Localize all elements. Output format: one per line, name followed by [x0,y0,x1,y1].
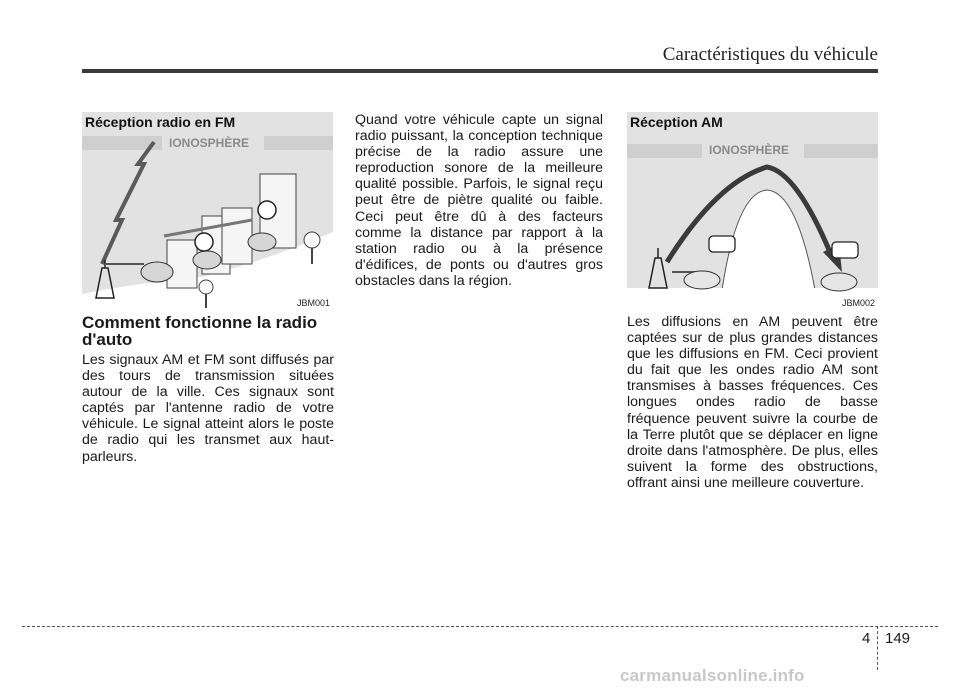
left-paragraph: Les signaux AM et FM sont diffusés par des tours de transmission situées autour de la ville. Ces signaux sont captés par l'antenne radio de votre véhicule. Le signal atteint alors le poste de radio qui les transmet aux haut-parleurs. [82,352,334,465]
mountain [722,190,815,290]
figure-am-title: Réception AM [630,114,723,130]
transmission-tower [649,258,667,288]
building [167,240,197,288]
section-heading: Comment fonctionne la radio d'auto [82,313,318,349]
header-rule [82,69,878,73]
middle-paragraph: Quand votre véhicule capte un signal radio puissant, la conception technique précise de la radio assure une reproduction sonore de la meilleure qualité possible. Parfois, le signal reçu peut être de piètre qualité ou faible. Ceci peut être dû à des facteurs comme la distance par rapport à la station radio ou à la présence d'édifices, de ponts ou d'autres gros obstacles dans la région. [355,112,603,289]
watermark: carmanualsonline.info [620,666,805,685]
car [684,271,720,289]
tree [304,232,320,248]
car [248,233,276,251]
radio-symbol [258,201,276,219]
figure-fm-reception [82,112,333,310]
figure-fm-title: Réception radio en FM [85,114,236,130]
right-paragraph: Les diffusions en AM peuvent être captées sur de plus grandes distances que les diffusions en FM. Ceci provient du fait que les ondes radio AM sont transmises à basses fréquences. Ces longues ondes radio de basse fréquence peuvent suivre la courbe de la Terre plutôt que se déplacer en ligne droite dans l'atmosphère. De plus, elles suivent la forme des obstructions, offrant ainsi une meilleure couverture. [627,314,878,491]
figure-am-code: JBM002 [841,298,875,308]
tree [199,280,213,294]
footer-separator [877,626,878,670]
car [193,251,221,269]
fm-illustration [82,112,333,310]
radio-symbol [709,236,735,252]
chapter-number: 4 [862,630,871,647]
page-header-title: Caractéristiques du véhicule [662,44,878,65]
ionosphere-label: IONOSPHÈRE [709,143,790,157]
figure-am-reception [627,112,878,310]
figure-fm-code: JBM001 [296,298,330,308]
footer-rule [22,626,938,627]
page-number: 149 [885,630,911,647]
car [141,262,173,282]
car [821,273,857,291]
radio-symbol [832,242,858,258]
signal-zigzag [102,142,154,264]
ionosphere-label: IONOSPHÈRE [169,136,250,150]
building [222,208,252,264]
radio-symbol [195,233,213,251]
am-illustration [627,112,878,310]
